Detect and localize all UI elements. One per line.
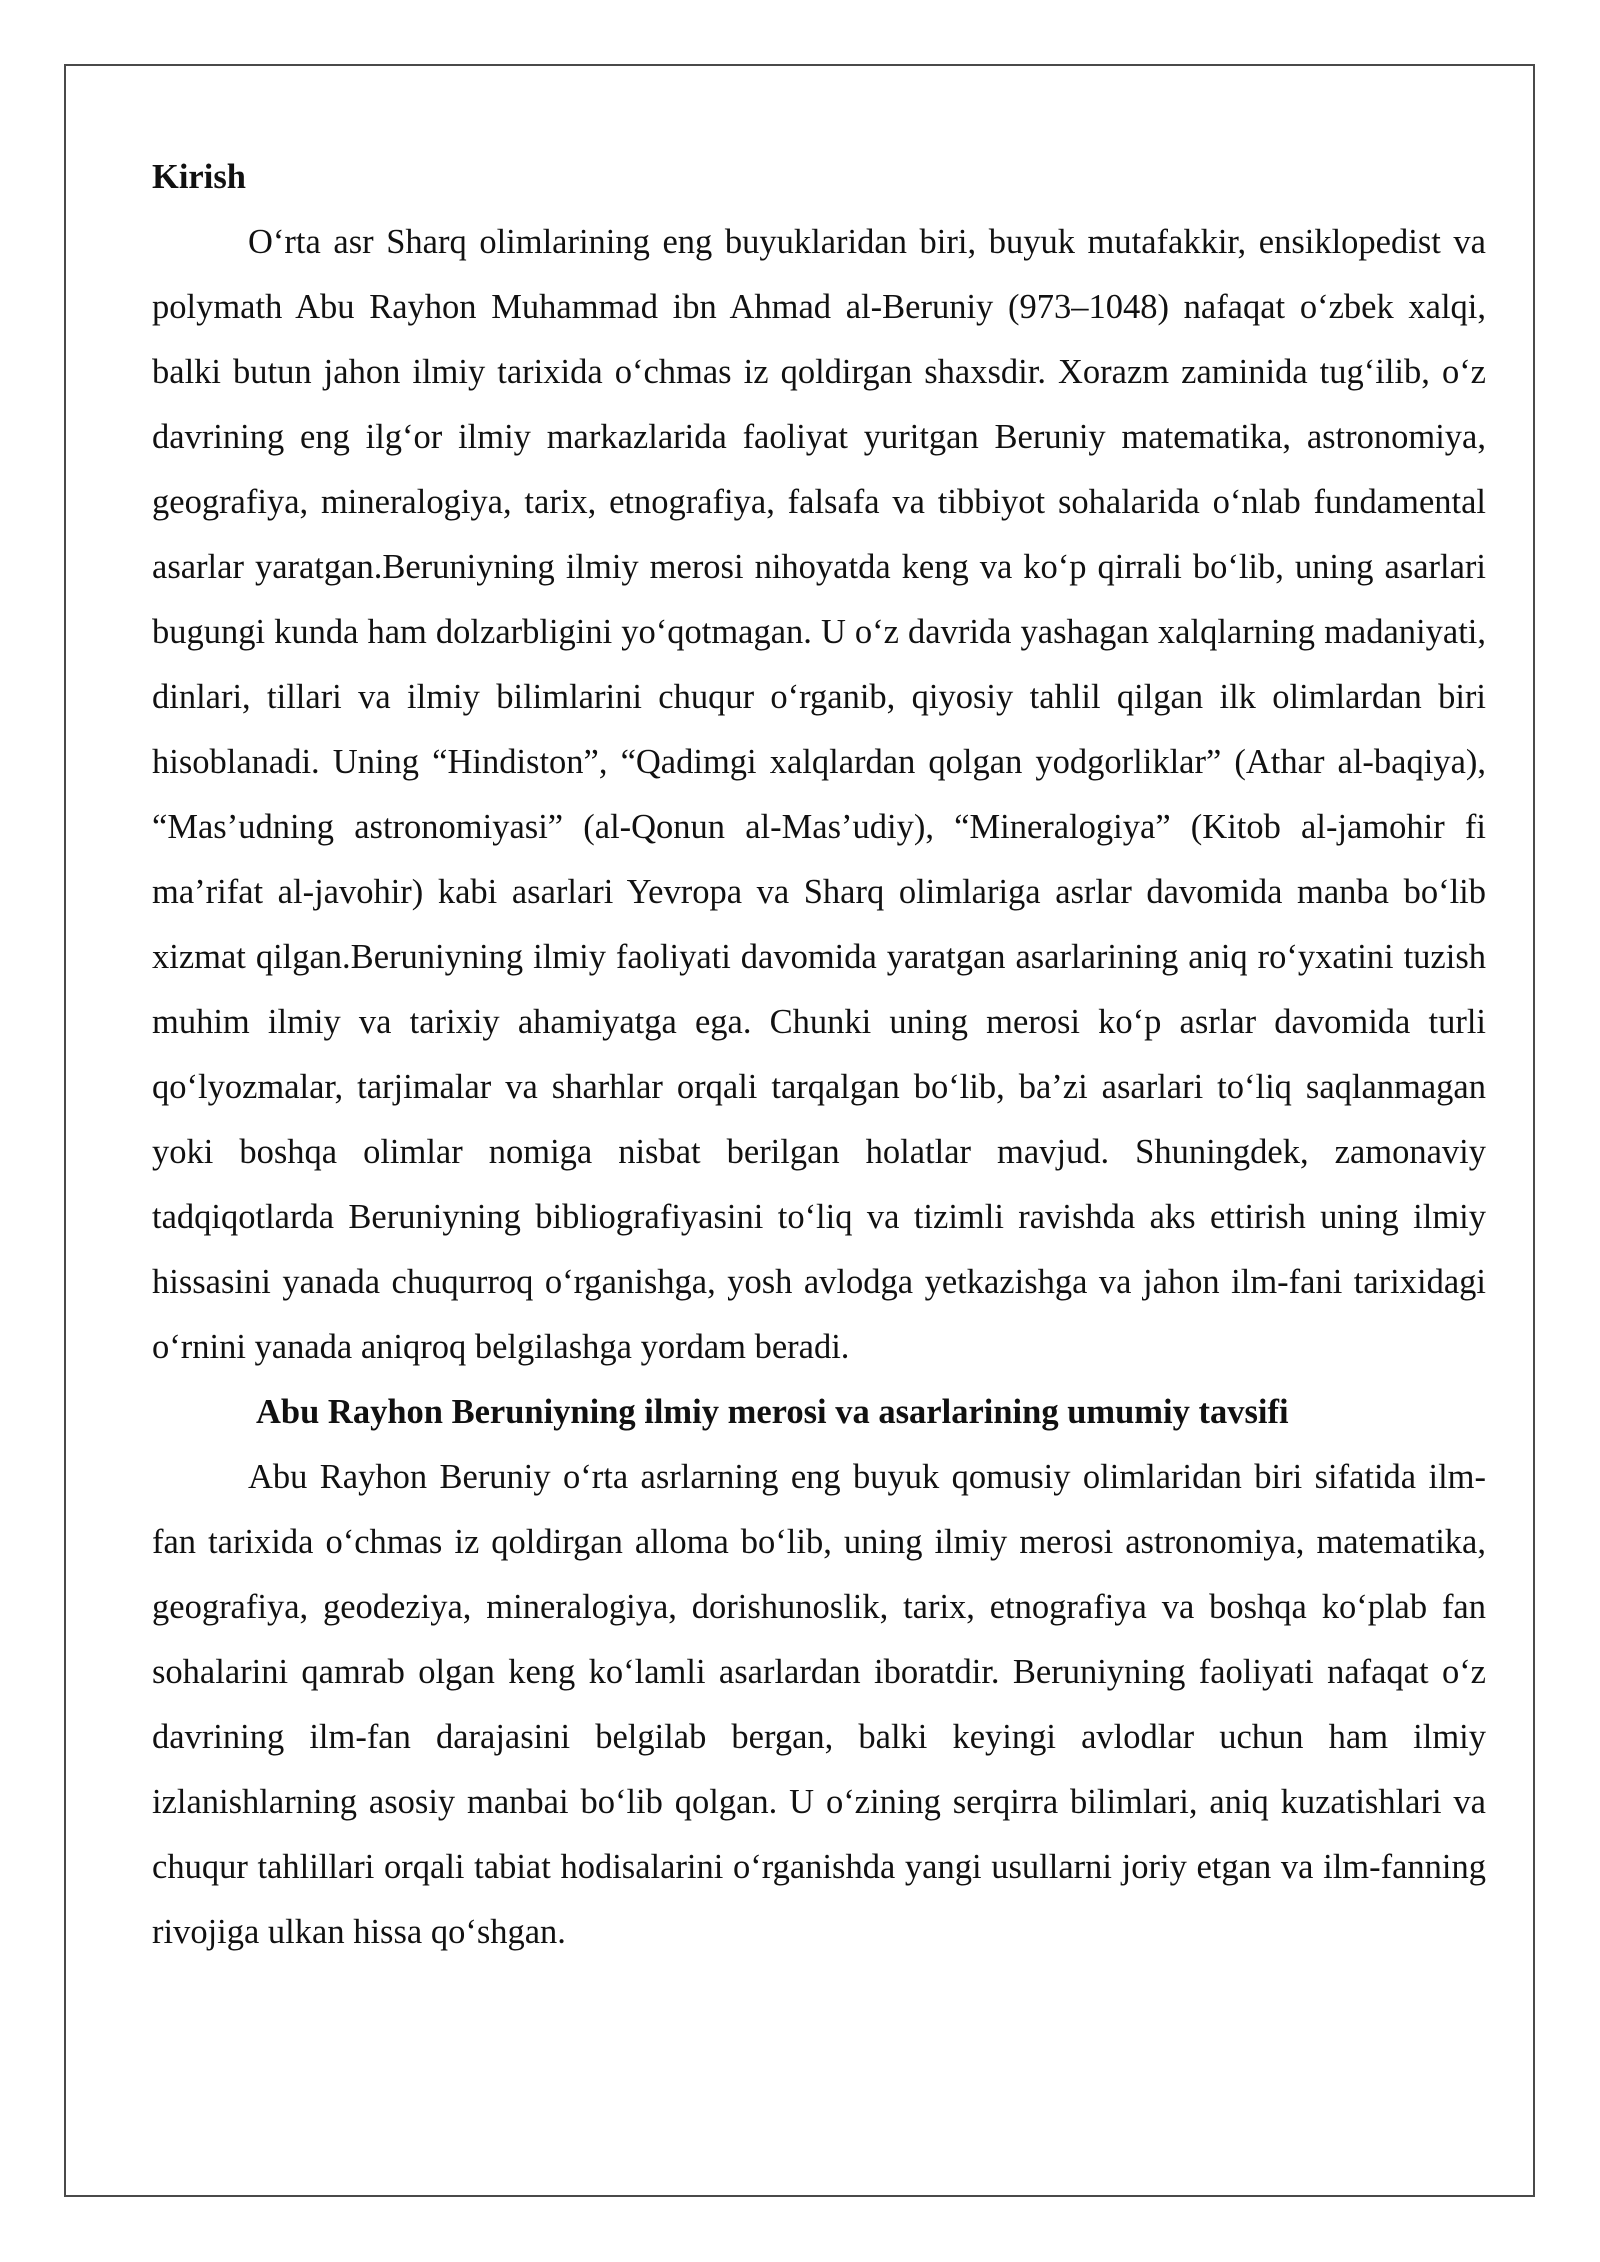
section-paragraph: Abu Rayhon Beruniy o‘rta asrlarning eng buyuk qomusiy olimlaridan biri sifatida ilm-fan tarixida o‘chmas iz qoldirgan alloma bo‘lib, uning ilmiy merosi astronomiya, matematika, geografiya, geodeziya, mineralogiya, dorishunoslik, tarix, etnografiya va boshqa ko‘plab fan sohalarini qamrab olgan keng ko‘lamli asarlardan iboratdir. Beruniyning faoliyati nafaqat o‘z davrining ilm-fan darajasini belgilab bergan, balki keyingi avlodlar uchun ham ilmiy izlanishlarning asosiy manbai bo‘lib qolgan. U o‘zining serqirra bilimlari, aniq kuzatishlari va chuqur tahlillari orqali tabiat hodisalarini o‘rganishda yangi usullarni joriy etgan va ilm-fanning rivojiga ulkan hissa qo‘shgan. — [152, 1458, 1486, 1951]
heading-kirish: Kirish — [152, 158, 246, 196]
document-body — [152, 145, 1486, 1965]
section-title: Abu Rayhon Beruniyning ilmiy merosi va asarlarining umumiy tavsifi — [256, 1393, 1289, 1431]
intro-paragraph: O‘rta asr Sharq olimlarining eng buyuklaridan biri, buyuk mutafakkir, ensiklopedist va polymath Abu Rayhon Muhammad ibn Ahmad al-Beruniy (973–1048) nafaqat o‘zbek xalqi, balki butun jahon ilmiy tarixida o‘chmas iz qoldirgan shaxsdir. Xorazm zaminida tug‘ilib, o‘z davrining eng ilg‘or ilmiy markazlarida faoliyat yuritgan Beruniy matematika, astronomiya, geografiya, mineralogiya, tarix, etnografiya, falsafa va tibbiyot sohalarida o‘nlab fundamental asarlar yaratgan.Beruniyning ilmiy merosi nihoyatda keng va ko‘p qirrali bo‘lib, uning asarlari bugungi kunda ham dolzarbligini yo‘qotmagan. U o‘z davrida yashagan xalqlarning madaniyati, dinlari, tillari va ilmiy bilimlarini chuqur o‘rganib, qiyosiy tahlil qilgan ilk olimlardan biri hisoblanadi. Uning “Hindiston”, “Qadimgi xalqlardan qolgan yodgorliklar” (Athar al-baqiya), “Mas’udning astronomiyasi” (al-Qonun al-Mas’udiy), “Mineralogiya” (Kitob al-jamohir fi ma’rifat al-javohir) kabi asarlari Yevropa va Sharq olimlariga asrlar davomida manba bo‘lib xizmat qilgan.Beruniyning ilmiy faoliyati davomida yaratgan asarlarining aniq ro‘yxatini tuzish muhim ilmiy va tarixiy ahamiyatga ega. Chunki uning merosi ko‘p asrlar davomida turli qo‘lyozmalar, tarjimalar va sharhlar orqali tarqalgan bo‘lib, ba’zi asarlari to‘liq saqlanmagan yoki boshqa olimlar nomiga nisbat berilgan holatlar mavjud. Shuningdek, zamonaviy tadqiqotlarda Beruniyning bibliografiyasini to‘liq va tizimli ravishda aks ettirish uning ilmiy hissasini yanada chuqurroq o‘rganishga, yosh avlodga yetkazishga va jahon ilm-fani tarixidagi o‘rnini yanada aniqroq belgilashga yordam beradi. — [152, 223, 1486, 1366]
